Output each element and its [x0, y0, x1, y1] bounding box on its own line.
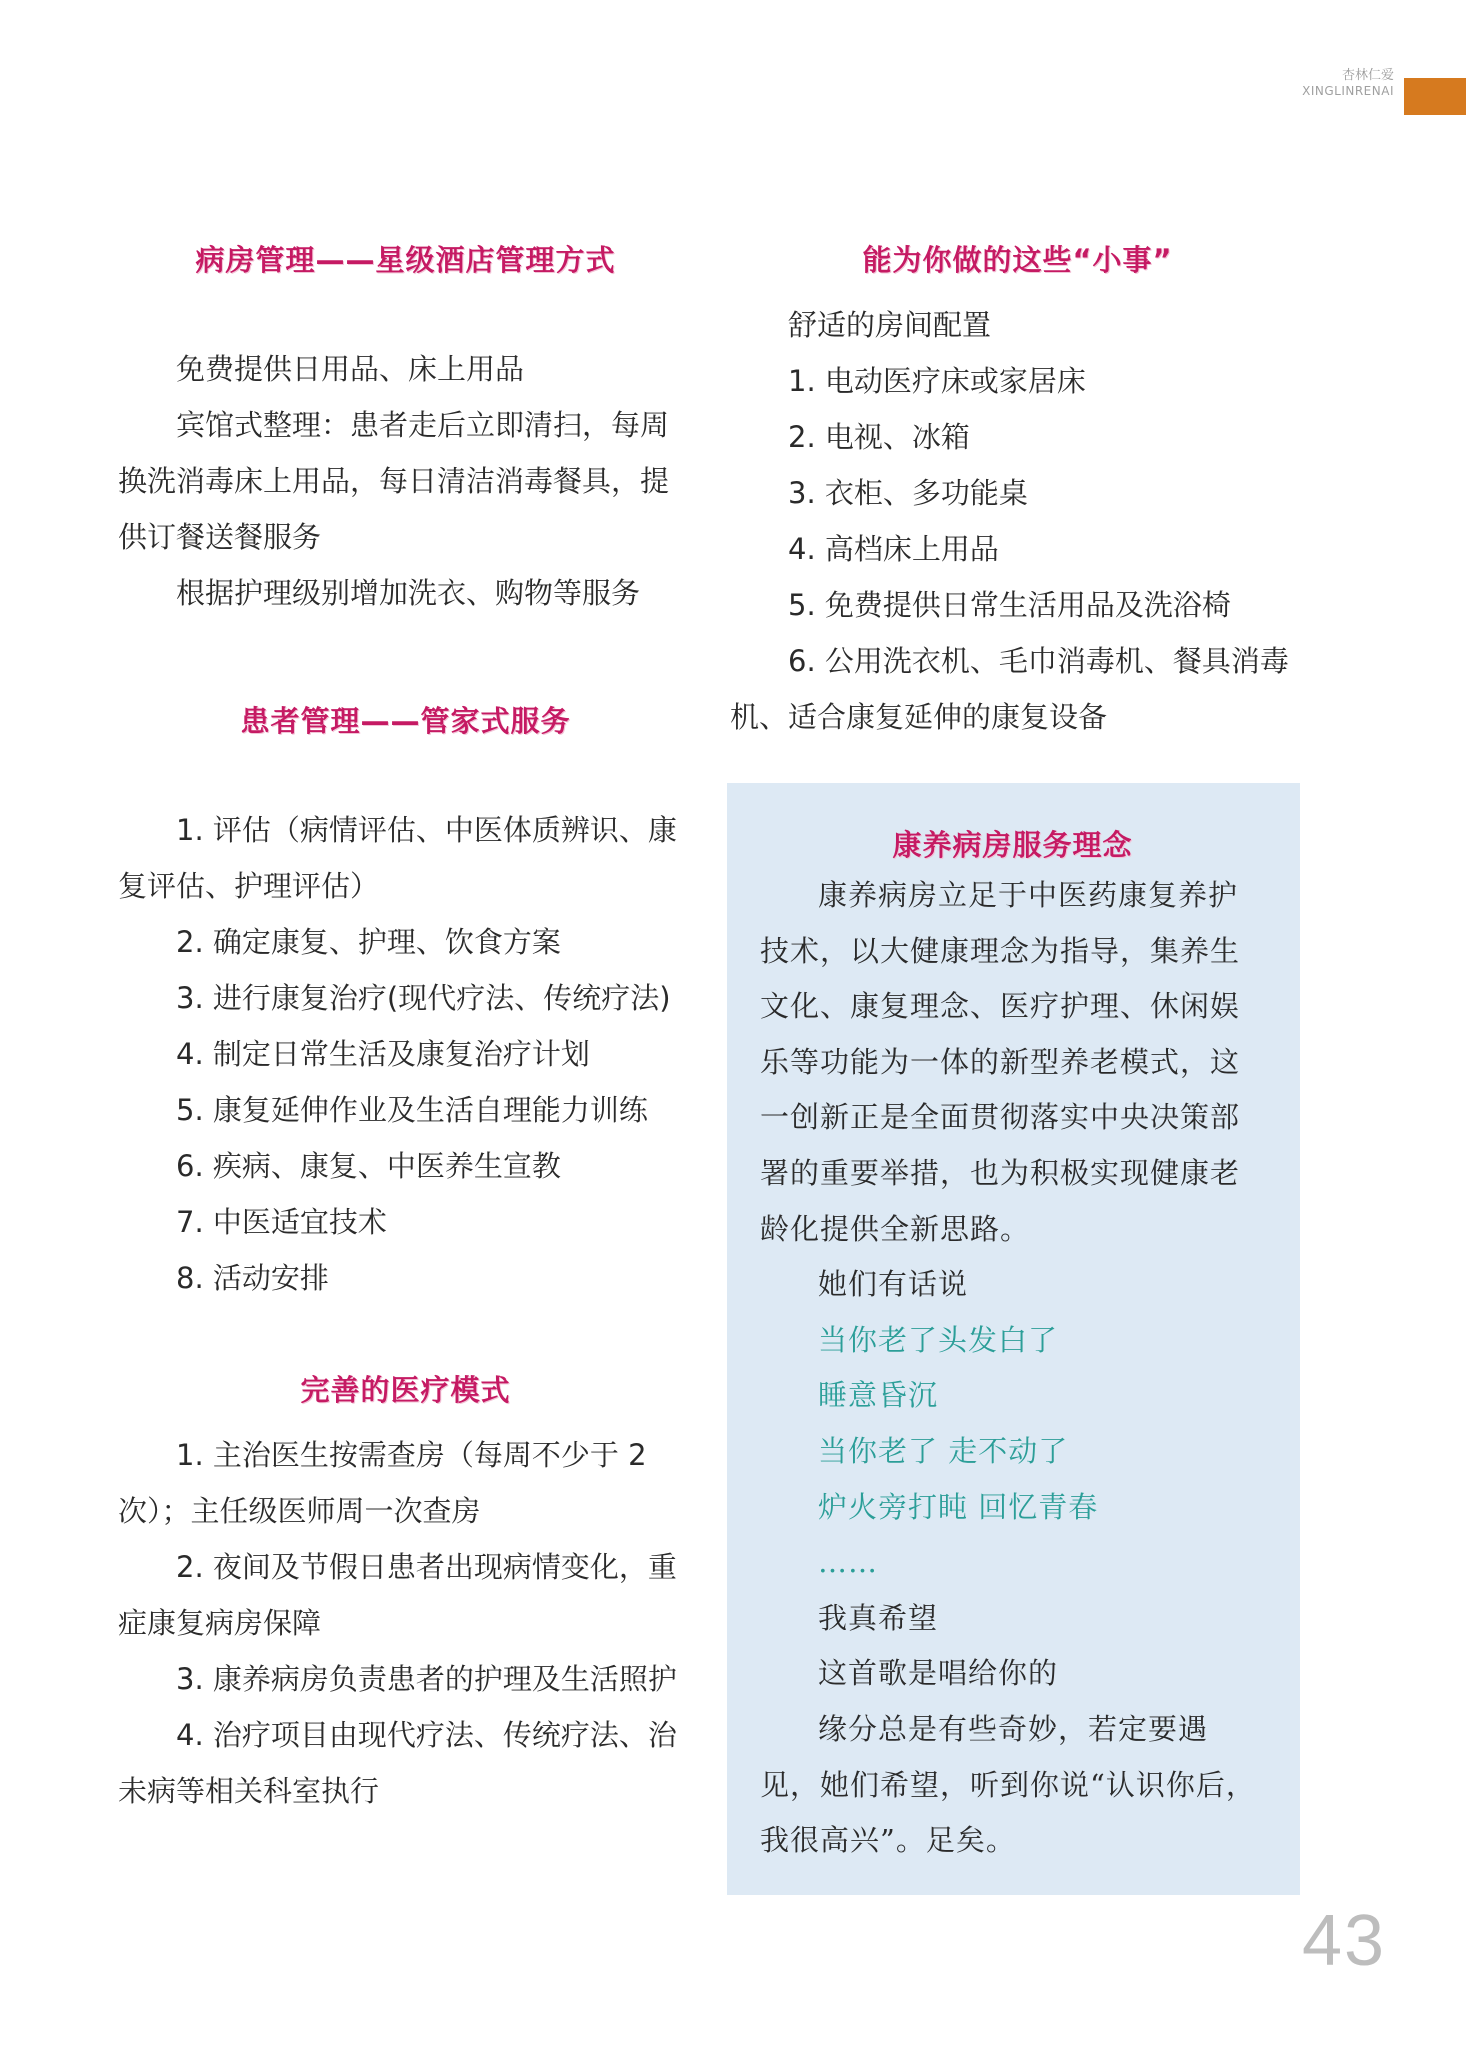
paragraph: 这首歌是唱给你的 [818, 1656, 1059, 1691]
lyric-line: 炉火旁打盹 回忆青春 [818, 1489, 1099, 1524]
lyric-line: 当你老了头发白了 [818, 1322, 1059, 1357]
left-column [118, 238, 693, 1819]
list-item: 7. 中医适宜技术 [176, 1205, 387, 1239]
page-number: 43 [1302, 1901, 1387, 1981]
list-item: 4. 治疗项目由现代疗法、传统疗法、治未病等相关科室执行 [118, 1718, 677, 1808]
lyric-line: 当你老了 走不动了 [818, 1433, 1069, 1468]
section-title-patient-management: 患者管理——管家式服务 [240, 704, 571, 738]
list-item: 6. 公用洗衣机、毛巾消毒机、餐具消毒机、适合康复延伸的康复设备 [730, 644, 1289, 734]
lyric-line: 睡意昏沉 [818, 1378, 939, 1413]
list-item: 1. 评估（病情评估、中医体质辨识、康复评估、护理评估） [118, 813, 677, 903]
list-item: 5. 康复延伸作业及生活自理能力训练 [176, 1093, 648, 1127]
list-item: 2. 夜间及节假日患者出现病情变化，重症康复病房保障 [118, 1550, 677, 1640]
list-item: 3. 进行康复治疗(现代疗法、传统疗法) [176, 981, 671, 1015]
list-item: 1. 主治医生按需查房（每周不少于 2 次）；主任级医师周一次查房 [118, 1438, 647, 1528]
list-item: 1. 电动医疗床或家居床 [788, 364, 1086, 398]
list-item: 4. 制定日常生活及康复治疗计划 [176, 1037, 590, 1071]
list-item: 4. 高档床上用品 [788, 532, 999, 566]
paragraph: 宾馆式整理：患者走后立即清扫，每周换洗消毒床上用品，每日清洁消毒餐具，提供订餐送餐服务 [118, 408, 670, 554]
paragraph: 根据护理级别增加洗衣、购物等服务 [176, 576, 641, 610]
header-title-cn: 杏林仁爱 [1341, 68, 1394, 83]
list-item: 8. 活动安排 [176, 1261, 329, 1295]
header-title-en: XINGLINRENAI [1302, 84, 1394, 99]
list-item: 5. 免费提供日常生活用品及洗浴椅 [788, 588, 1231, 622]
service-concept-box [727, 783, 1300, 1895]
list-item: 3. 衣柜、多功能桌 [788, 476, 1028, 510]
paragraph: 免费提供日用品、床上用品 [176, 352, 525, 386]
right-column [730, 238, 1305, 745]
paragraph: 我真希望 [818, 1600, 939, 1635]
lyric-line: …… [818, 1545, 878, 1580]
paragraph: 舒适的房间配置 [788, 308, 992, 342]
paragraph: 康养病房立足于中医药康复养护技术，以大健康理念为指导，集养生文化、康复理念、医疗护理、休闲娱乐等功能为一体的新型养老模式，这一创新正是全面贯彻落实中央决策部署的重要举措，也为积极实现健康老龄化提供全新思路。 [760, 878, 1241, 1246]
list-item: 6. 疾病、康复、中医养生宣教 [176, 1149, 561, 1183]
list-item: 2. 电视、冰箱 [788, 420, 970, 454]
section-title-service-concept: 康养病房服务理念 [892, 828, 1133, 862]
list-item: 2. 确定康复、护理、饮食方案 [176, 925, 561, 959]
section-title-little-things: 能为你做的这些“小事” [862, 243, 1173, 277]
paragraph: 缘分总是有些奇妙，若定要遇见，她们希望，听到你说“认识你后，我很高兴”。足矣。 [760, 1711, 1256, 1858]
paragraph: 她们有话说 [818, 1267, 969, 1302]
header-accent-bar [1404, 78, 1466, 115]
list-item: 3. 康养病房负责患者的护理及生活照护 [176, 1662, 677, 1696]
section-title-ward-management: 病房管理——星级酒店管理方式 [195, 243, 616, 277]
section-title-medical-model: 完善的医疗模式 [300, 1373, 511, 1407]
running-header [1302, 68, 1394, 99]
